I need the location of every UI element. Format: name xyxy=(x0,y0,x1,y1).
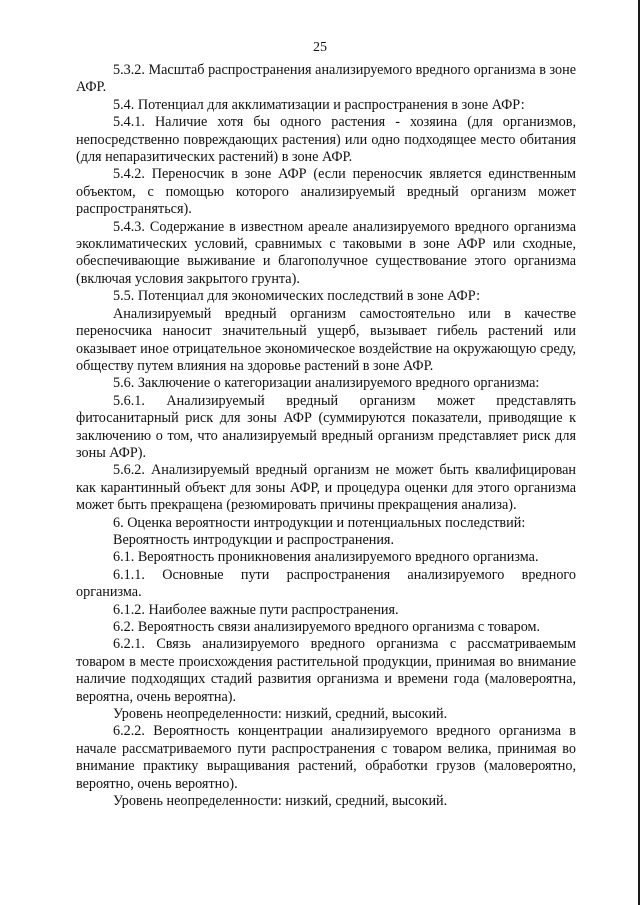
paragraph-6: 6. Оценка вероятности интродукции и потенциальных последствий: xyxy=(113,514,526,531)
paragraph-6-1-1: 6.1.1. Основные пути распространения анализируемого вредного организма. xyxy=(76,566,576,601)
paragraph-5-6: 5.6. Заключение о категоризации анализируемого вредного организма: xyxy=(113,375,540,392)
document-body xyxy=(76,62,576,810)
paragraph-5-4: 5.4. Потенциал для акклиматизации и распространения в зоне АФР: xyxy=(113,96,525,113)
page-number: 25 xyxy=(313,40,327,55)
paragraph-5-6-1: 5.6.1. Анализируемый вредный организм может представлять фитосанитарный риск для зоны АФР (суммируются показатели, приводящие к заключению о том, что анализируемый вредный организм представляет риск для зоны АФР). xyxy=(76,392,576,461)
paragraph-6-1: 6.1. Вероятность проникновения анализируемого вредного организма. xyxy=(113,549,539,566)
paragraph-uncertainty-1: Уровень неопределенности: низкий, средний, высокий. xyxy=(113,706,448,723)
paragraph-5-3-2: 5.3.2. Масштаб распространения анализируемого вредного организма в зоне АФР. xyxy=(76,62,576,96)
paragraph-introduction-probability: Вероятность интродукции и распространения. xyxy=(113,531,394,548)
paragraph-5-4-3: 5.4.3. Содержание в известном ареале анализируемого вредного организма экоклиматических условий, сравнимых с таковыми в зоне АФР или сходные, обеспечивающие выживание и благополучное существование этого организма (включая условия закрытого грунта). xyxy=(76,218,576,287)
paragraph-5-4-1: 5.4.1. Наличие хотя бы одного растения - хозяина (для организмов, непосредственно повреждающих растения) или одно подходящее место обитания (для непаразитических растений) в зоне АФР. xyxy=(76,114,576,166)
paragraph-uncertainty-2: Уровень неопределенности: низкий, средний, высокий. xyxy=(113,793,448,810)
paragraph-5-4-2: 5.4.2. Переносчик в зоне АФР (если переносчик является единственным объектом, с помощью которого анализируемый вредный организм может распространяться). xyxy=(76,166,576,218)
paragraph-5-6-2: 5.6.2. Анализируемый вредный организм не может быть квалифицирован как карантинный объект для зоны АФР, и процедура оценки для этого организма может быть прекращена (резюмировать причины прекращения анализа). xyxy=(76,462,576,514)
paragraph-6-1-2: 6.1.2. Наиболее важные пути распространения. xyxy=(113,601,399,618)
paragraph-6-2-2: 6.2.2. Вероятность концентрации анализируемого вредного организма в начале рассматриваемого пути распространения с товаром велика, принимая во внимание практику выращивания растений, обработки грузов (маловероятно, вероятно, очень вероятно). xyxy=(76,723,576,792)
paragraph-6-2-1: 6.2.1. Связь анализируемого вредного организма с рассматриваемым товаром в месте происхождения растительной продукции, принимая во внимание наличие подходящих стадий развития организма и времени года (маловероятна, вероятна, очень вероятна). xyxy=(76,636,576,705)
paragraph-5-5: 5.5. Потенциал для экономических последствий в зоне АФР: xyxy=(113,288,481,305)
paragraph-economic-impact: Анализируемый вредный организм самостоятельно или в качестве переносчика наносит значительный ущерб, вызывает гибель растений или оказывает иное отрицательное экономическое воздействие на окружающую среду, обществу путем влияния на здоровье растений в зоне АФР. xyxy=(76,305,576,374)
paragraph-6-2: 6.2. Вероятность связи анализируемого вредного организма с товаром. xyxy=(113,619,541,635)
